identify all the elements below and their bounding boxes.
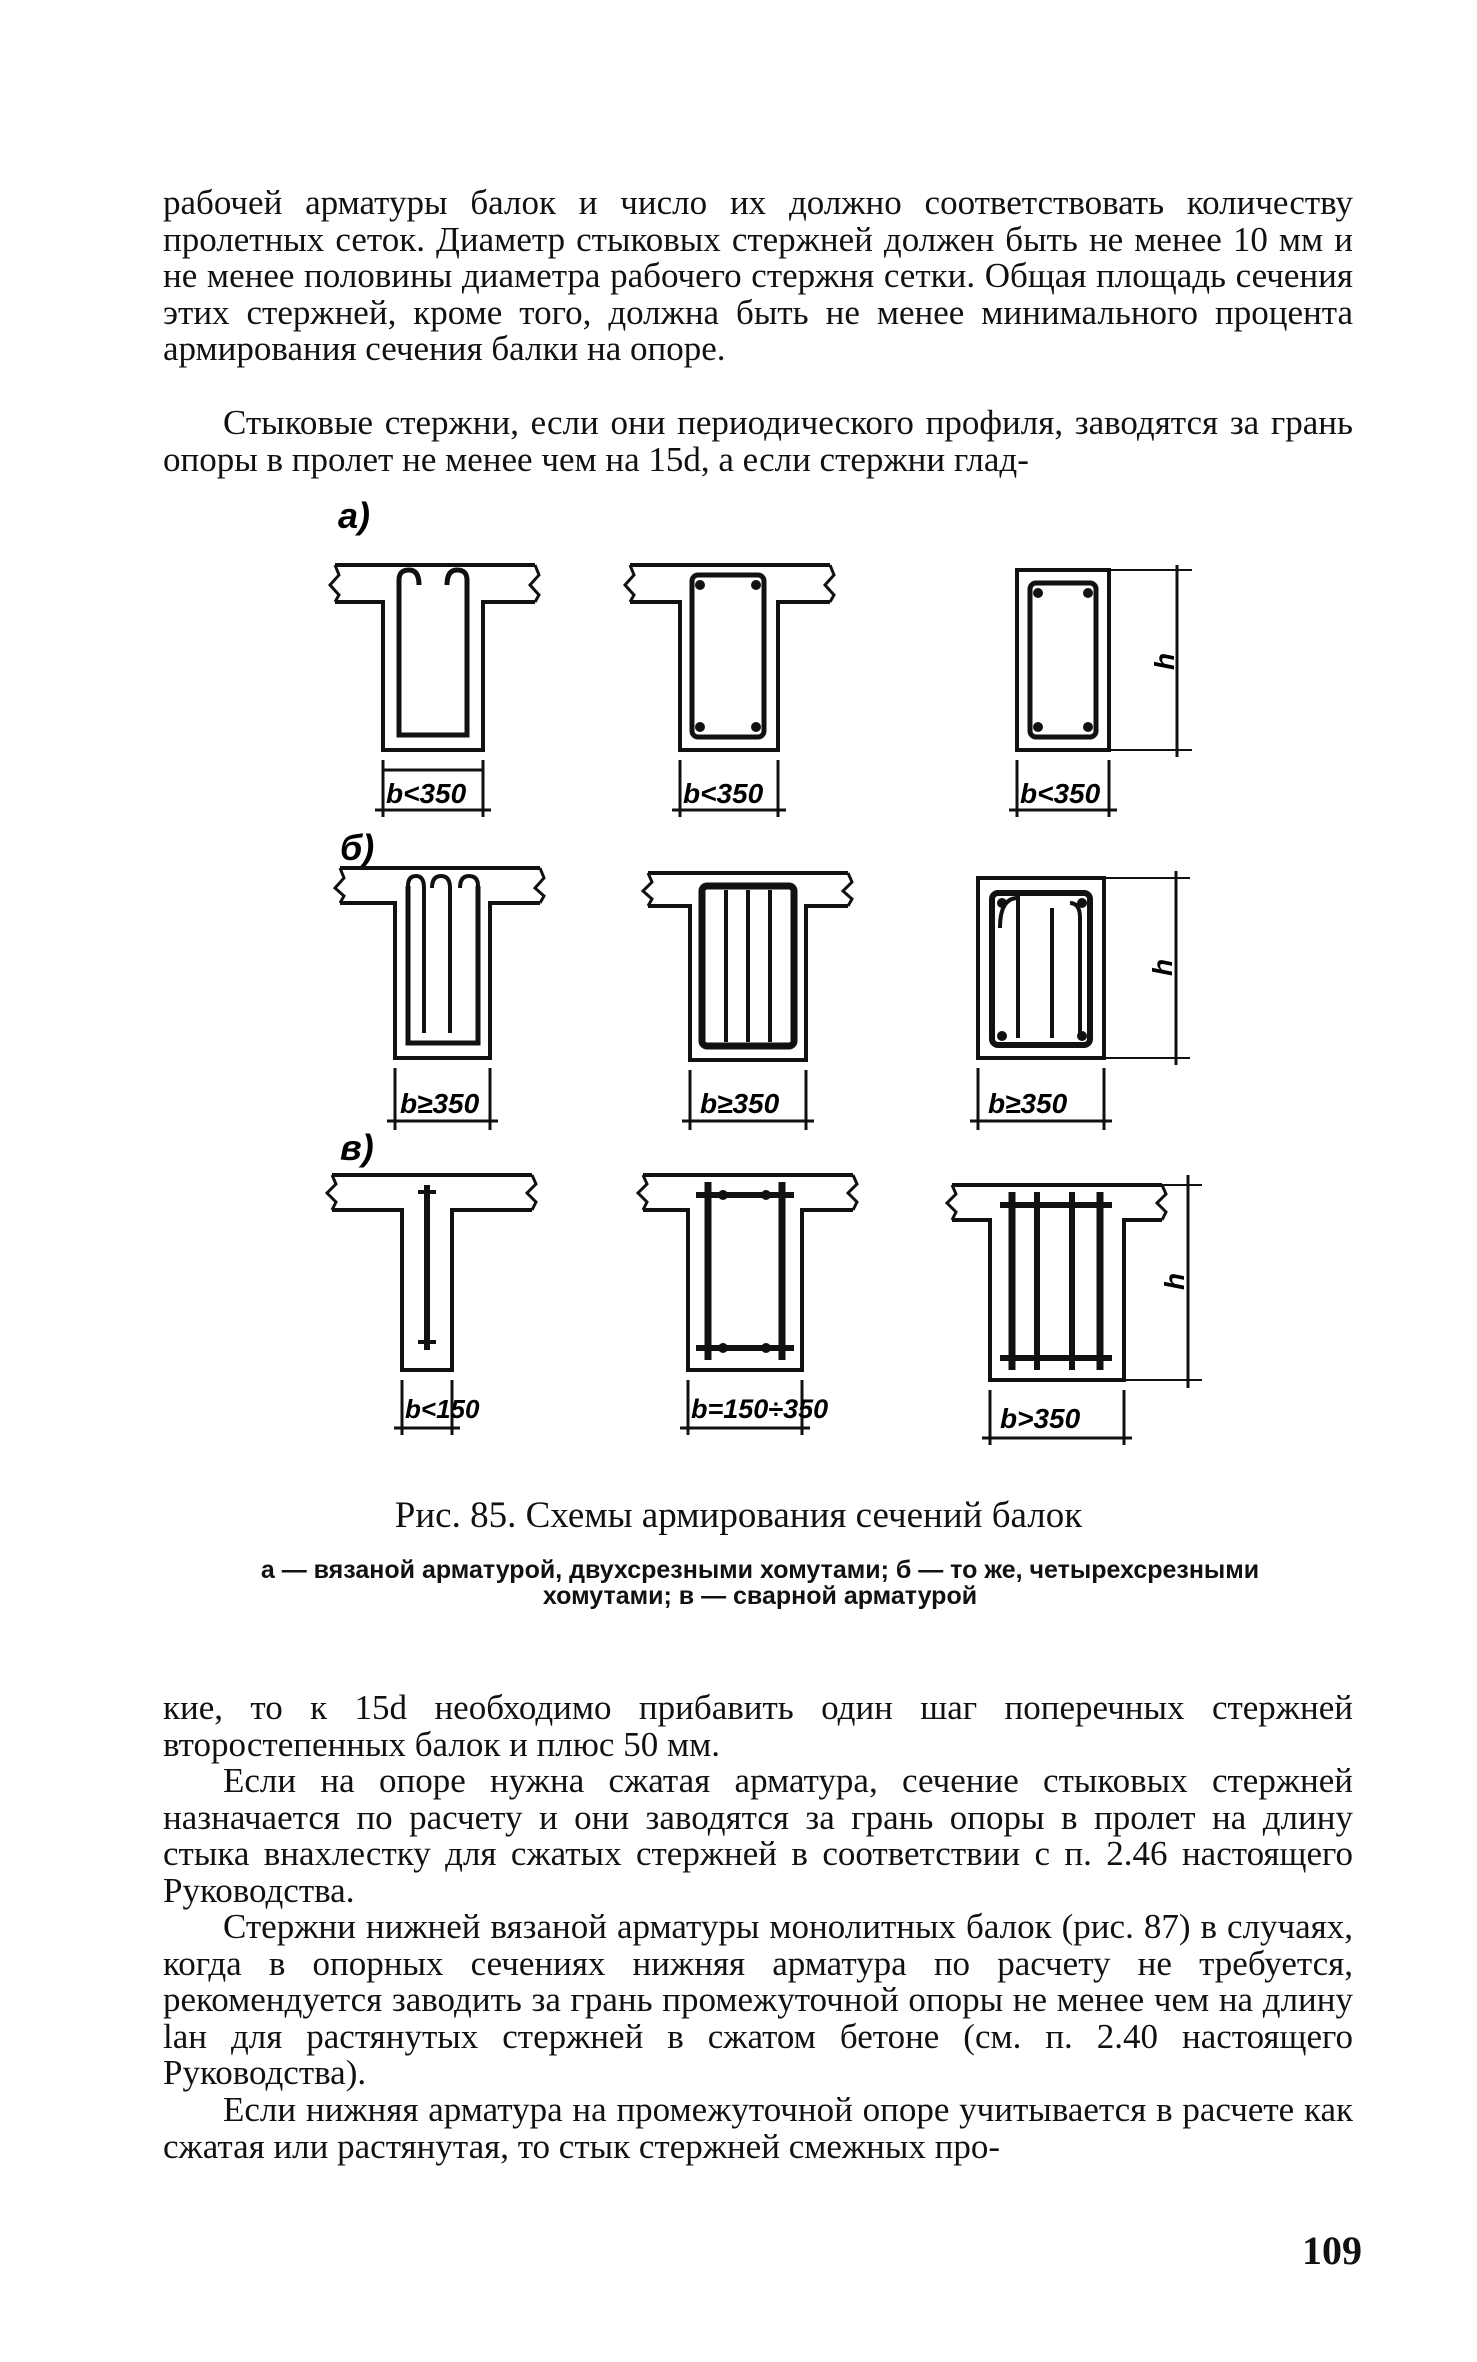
row-label-a: а)	[338, 495, 371, 536]
paragraph-bottom-4: Если нижняя арматура на промежуточной опоре учитывается в расчете как сжатая или растянутая, то стык стержней смежных про-	[163, 2090, 1353, 2166]
dim-b1: b≥350	[400, 1088, 480, 1119]
section-b2	[643, 873, 852, 1130]
section-a2	[625, 565, 834, 817]
row-label-b: б)	[340, 827, 375, 868]
paragraph-top-2: Стыковые стержни, если они периодического профиля, заводятся за грань опоры в пролет не менее чем на 15d, а если стержни глад-	[163, 403, 1353, 479]
paragraph-bottom-2: Если на опоре нужна сжатая арматура, сечение стыковых стержней назначается по расчету и они заводятся за грань опоры в пролет на длину стыка внахлестку для сжатых стержней в соответствии с п. 2.46 настоящего Руководства.	[163, 1761, 1353, 1910]
paragraph-top-1: рабочей арматуры балок и число их должно соответствовать количеству пролетных сеток. Диаметр стыковых стержней должен быть не менее 10 мм и не менее половины диаметра рабочего стержня сетки. Общая площадь сечения этих стержней, кроме того, должна быть не менее минимального процента армирования сечения балки на опоре.	[163, 183, 1353, 368]
dim-c2: b=150÷350	[691, 1394, 829, 1424]
figure-caption-text	[170, 1557, 1350, 1609]
caption-line-1: а — вязаной арматурой, двухсрезными хомутами; б — то же, четырехсрезными	[260, 1556, 1260, 1584]
caption-line-2: хомутами; в — сварной арматурой	[542, 1582, 978, 1610]
figure-caption-title: Рис. 85. Схемы армирования сечений балок	[394, 1495, 1083, 1536]
dim-c1: b<150	[405, 1394, 480, 1424]
paragraph-bottom-1: кие, то к 15d необходимо прибавить один шаг поперечных стержней второстепенных балок и плюс 50 мм.	[163, 1688, 1353, 1764]
height-label-b3: h	[1147, 958, 1178, 976]
section-c1	[327, 1175, 536, 1435]
section-a1	[330, 565, 539, 817]
row-label-v: в)	[340, 1127, 374, 1168]
section-a3	[1009, 565, 1192, 817]
dim-a3: b<350	[1020, 778, 1101, 809]
dim-a1: b<350	[386, 778, 467, 809]
page-number: 109	[1302, 2228, 1362, 2273]
height-label-c3: h	[1159, 1272, 1190, 1290]
section-b1	[335, 868, 544, 1130]
dim-b2: b≥350	[700, 1088, 780, 1119]
section-c2	[638, 1175, 857, 1435]
paragraph-bottom-3: Стержни нижней вязаной арматуры монолитных балок (рис. 87) в случаях, когда в опорных сечениях нижняя арматура по расчету не требуется, рекомендуется заводить за грань промежуточной опоры не менее чем на длину lан для растянутых стержней в сжатом бетоне (см. п. 2.40 настоящего Руководства).	[163, 1907, 1353, 2092]
dim-a2: b<350	[683, 778, 764, 809]
height-label-a3: h	[1149, 652, 1180, 670]
dim-c3: b>350	[1000, 1403, 1081, 1434]
section-c3	[947, 1175, 1202, 1445]
dim-b3: b≥350	[988, 1088, 1068, 1119]
section-b3	[970, 871, 1190, 1130]
